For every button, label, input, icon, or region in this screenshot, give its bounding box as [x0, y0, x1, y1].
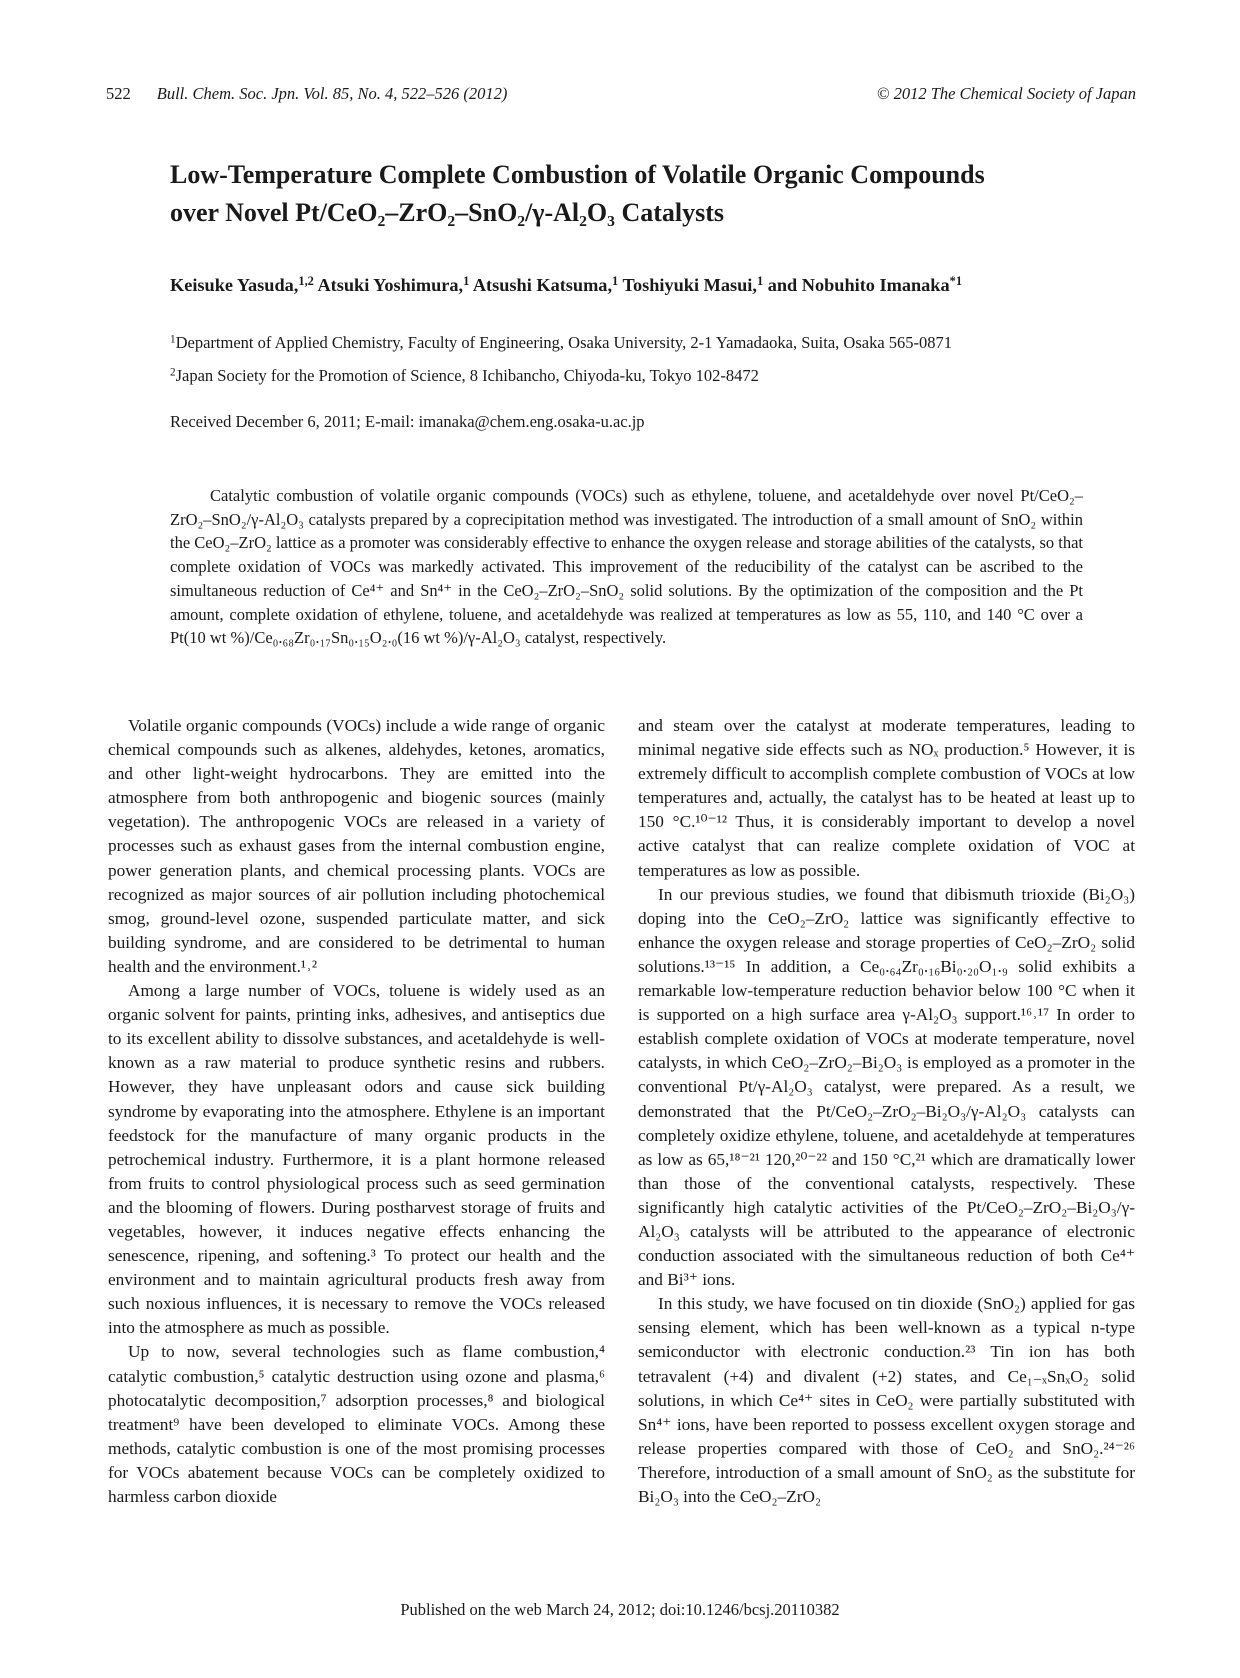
page-number: 522 — [106, 84, 131, 103]
author-affiliation-mark: 1 — [612, 273, 619, 288]
affiliation — [170, 333, 1120, 353]
body-column-left — [108, 714, 605, 1509]
running-header — [106, 84, 1136, 108]
article-title — [170, 156, 1090, 232]
title-line-1: Low-Temperature Complete Combustion of Volatile Organic Compounds — [170, 160, 985, 189]
body-paragraph: Among a large number of VOCs, toluene is widely used as an organic solvent for paints, printing inks, adhesives, and antiseptics due to its excellent ability to dissolve substances, and acetaldehyde is well-known as a raw material to produce synthetic resins and rubbers. However, they have unpleasant odors and cause sick building syndrome by evaporating into the atmosphere. Ethylene is an important feedstock for the manufacture of many organic products in the petrochemical industry. Furthermore, it is a plant hormone released from fruits to control physiological process such as seed germination and the blooming of flowers. During postharvest storage of fruits and vegetables, however, it induces negative effects enhancing the senescence, ripening, and softening.³ To protect our health and the environment and to maintain agricultural products fresh away from such noxious influences, it is necessary to remove the VOCs released into the atmosphere as much as possible. — [108, 981, 605, 1338]
affiliation — [170, 366, 1120, 386]
abstract: Catalytic combustion of volatile organic compounds (VOCs) such as ethylene, toluene, and acetaldehyde over novel Pt/CeO₂–ZrO₂–SnO₂/γ-Al₂O₃ catalysts prepared by a coprecipitation method was investigated. The introduction of a small amount of SnO₂ within the CeO₂–ZrO₂ lattice as a promoter was considerably effective to enhance the oxygen release and storage abilities of the catalysts, so that complete oxidation of VOCs was markedly activated. This improvement of the reducibility of the catalyst can be ascribed to the simultaneous reduction of Ce⁴⁺ and Sn⁴⁺ in the CeO₂–ZrO₂–SnO₂ solid solutions. By the optimization of the composition and the Pt amount, complete oxidation of ethylene, toluene, and acetaldehyde was realized at temperatures as low as 55, 110, and 140 °C over a Pt(10 wt %)/Ce₀.₆₈Zr₀.₁₇Sn₀.₁₅O₂.₀(16 wt %)/γ-Al₂O₃ catalyst, respectively. — [170, 486, 1083, 648]
copyright-notice: © 2012 The Chemical Society of Japan — [876, 84, 1136, 103]
affiliation-mark: 2 — [170, 366, 176, 379]
body-paragraph: In this study, we have focused on tin dioxide (SnO₂) applied for gas sensing element, which has been well-known as a typical n-type semiconductor with electronic conduction.²³ Tin ion has both tetravalent (+4) and divalent (+2) states, and Ce₁₋ₓSnₓO₂ solid solutions, in which Ce⁴⁺ sites in CeO₂ were partially substituted with Sn⁴⁺ ions, have been reported to possess excellent oxygen storage and release properties compared with those of CeO₂ and SnO₂.²⁴⁻²⁶ Therefore, introduction of a small amount of SnO₂ as the substitute for Bi₂O₃ into the CeO₂–ZrO₂ — [638, 1294, 1135, 1506]
author-list — [170, 275, 1120, 296]
journal-citation: Bull. Chem. Soc. Jpn. Vol. 85, No. 4, 522–526 (2012) — [156, 84, 508, 103]
received-line: Received December 6, 2011; E-mail: imanaka@chem.eng.osaka-u.ac.jp — [170, 412, 645, 431]
author-name: Keisuke Yasuda, — [170, 275, 299, 295]
affiliation-mark: 1 — [170, 333, 176, 346]
affiliation-text: Department of Applied Chemistry, Faculty of Engineering, Osaka University, 2-1 Yamadaoka, Suita, Osaka 565-0871 — [175, 333, 953, 352]
body-paragraph: Volatile organic compounds (VOCs) include a wide range of organic chemical compounds such as alkenes, aldehydes, ketones, aromatics, and other light-weight hydrocarbons. They are emitted into the atmosphere from both anthropogenic and biogenic sources (mainly vegetation). The anthropogenic VOCs are released in a variety of processes such as exhaust gases from the internal combustion engine, power generation plants, and chemical processing plants. VOCs are recognized as major sources of air pollution including photochemical smog, ground-level ozone, suspended particulate matter, and sick building syndrome, and are considered to be detrimental to human health and the environment.¹˒² — [108, 716, 605, 976]
title-line-2: over Novel Pt/CeO₂–ZrO₂–SnO₂/γ-Al₂O₃ Catalysts — [170, 198, 724, 227]
author-affiliation-mark: 1,2 — [298, 273, 314, 288]
author-affiliation-mark: 1 — [463, 273, 470, 288]
affiliation-text: Japan Society for the Promotion of Science, 8 Ichibancho, Chiyoda-ku, Tokyo 102-8472 — [175, 366, 759, 385]
author-affiliation-mark: 1 — [756, 273, 764, 288]
body-paragraph: Up to now, several technologies such as flame combustion,⁴ catalytic combustion,⁵ catalytic destruction using ozone and plasma,⁶ photocatalytic decomposition,⁷ adsorption processes,⁸ and biological treatment⁹ have been developed to eliminate VOCs. Among these methods, catalytic combustion is one of the most promising processes for VOCs abatement because VOCs can be completely oxidized to harmless carbon dioxide — [108, 1342, 605, 1506]
publication-footer: Published on the web March 24, 2012; doi:10.1246/bcsj.20110382 — [400, 1600, 840, 1619]
body-paragraph: and steam over the catalyst at moderate temperatures, leading to minimal negative side effects such as NOₓ production.⁵ However, it is extremely difficult to accomplish complete combustion of VOCs at low temperatures and, actually, the catalyst has to be heated at least up to 150 °C.¹⁰⁻¹² Thus, it is considerably important to develop a novel active catalyst that can realize complete oxidation of VOC at temperatures as low as possible. — [638, 716, 1135, 880]
author-name: Toshiyuki Masui, — [622, 275, 757, 295]
author-name: Atsushi Katsuma, — [472, 275, 613, 295]
author-name: Atsuki Yoshimura, — [317, 275, 464, 295]
body-paragraph: In our previous studies, we found that dibismuth trioxide (Bi₂O₃) doping into the CeO₂–ZrO₂ lattice was significantly effective to enhance the oxygen release and storage properties of CeO₂–ZrO₂ solid solutions.¹³⁻¹⁵ In addition, a Ce₀.₆₄Zr₀.₁₆Bi₀.₂₀O₁.₉ solid exhibits a remarkable low-temperature reduction behavior below 100 °C when it is supported on a high surface area γ-Al₂O₃ support.¹⁶˒¹⁷ In order to establish complete oxidation of VOCs at moderate temperature, novel catalysts, in which CeO₂–ZrO₂–Bi₂O₃ is employed as a promoter in the conventional Pt/γ-Al₂O₃ catalyst, were prepared. As a result, we demonstrated that the Pt/CeO₂–ZrO₂–Bi₂O₃/γ-Al₂O₃ catalysts can completely oxidize ethylene, toluene, and acetaldehyde at temperatures as low as 65,¹⁸⁻²¹ 120,²⁰⁻²² and 150 °C,²¹ which are dramatically lower than those of the conventional catalysts, respectively. These significantly high catalytic activities of the Pt/CeO₂–ZrO₂–Bi₂O₃/γ-Al₂O₃ catalysts will be attributed to the appearance of electronic conduction associated with the simultaneous reduction of both Ce⁴⁺ and Bi³⁺ ions. — [638, 884, 1135, 1290]
author-affiliation-mark: *1 — [949, 273, 963, 288]
body-column-right — [638, 714, 1135, 1509]
author-name: and Nobuhito Imanaka — [767, 275, 950, 295]
